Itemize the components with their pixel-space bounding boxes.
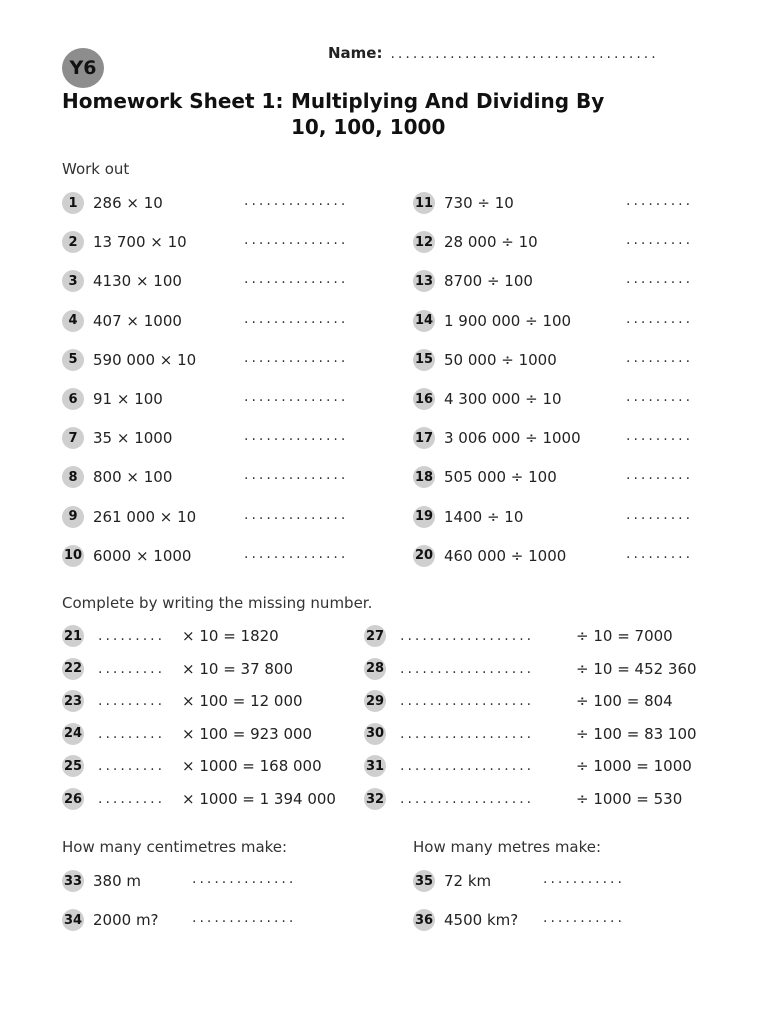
question-1 bbox=[62, 190, 163, 216]
answer-blank[interactable]: .............. bbox=[244, 467, 349, 484]
question-expression: ÷ 10 = 452 360 bbox=[576, 659, 697, 678]
section2-instruction: Complete by writing the missing number. bbox=[62, 594, 373, 612]
question-33 bbox=[62, 868, 141, 894]
question-number: 5 bbox=[62, 349, 84, 371]
question-31 bbox=[364, 753, 692, 779]
title-part3: 10, 100, 1000 bbox=[291, 115, 446, 139]
section3-left-instruction: How many centimetres make: bbox=[62, 838, 288, 856]
question-26 bbox=[62, 786, 336, 812]
question-number: 4 bbox=[62, 310, 84, 332]
question-number: 14 bbox=[413, 310, 435, 332]
question-expression: 1 900 000 ÷ 100 bbox=[444, 311, 572, 330]
question-number: 20 bbox=[413, 545, 435, 567]
question-number: 2 bbox=[62, 231, 84, 253]
page-title bbox=[62, 88, 605, 139]
question-number: 27 bbox=[364, 625, 386, 647]
question-expression: 407 × 1000 bbox=[93, 311, 182, 330]
question-expression: 35 × 1000 bbox=[93, 429, 173, 448]
answer-blank[interactable]: .............. bbox=[244, 545, 349, 562]
question-expression: 3 006 000 ÷ 1000 bbox=[444, 429, 581, 448]
question-number: 30 bbox=[364, 723, 386, 745]
question-expression: 91 × 100 bbox=[93, 390, 163, 408]
question-expression: 730 ÷ 10 bbox=[444, 194, 514, 212]
question-expression: 460 000 ÷ 1000 bbox=[444, 546, 567, 565]
question-27 bbox=[364, 623, 673, 649]
question-number: 34 bbox=[62, 909, 84, 931]
question-expression: ÷ 100 = 804 bbox=[576, 692, 673, 711]
question-number: 35 bbox=[413, 870, 435, 892]
question-number: 19 bbox=[413, 506, 435, 528]
question-14 bbox=[413, 308, 571, 334]
answer-blank[interactable]: .................. bbox=[400, 693, 535, 710]
question-expression: ÷ 10 = 7000 bbox=[576, 627, 673, 645]
question-number: 15 bbox=[413, 349, 435, 371]
question-6 bbox=[62, 386, 163, 412]
question-30 bbox=[364, 721, 697, 747]
answer-blank[interactable]: ......... bbox=[626, 428, 694, 445]
question-expression: 50 000 ÷ 1000 bbox=[444, 350, 557, 369]
answer-blank[interactable]: ......... bbox=[98, 628, 166, 644]
question-number: 16 bbox=[413, 388, 435, 410]
question-number: 6 bbox=[62, 388, 84, 410]
question-expression: × 1000 = 1 394 000 bbox=[182, 790, 336, 808]
answer-blank[interactable]: .............. bbox=[244, 193, 349, 209]
answer-blank[interactable]: ......... bbox=[626, 193, 694, 209]
question-2 bbox=[62, 229, 187, 255]
question-number: 12 bbox=[413, 231, 435, 253]
answer-blank[interactable]: ......... bbox=[98, 725, 166, 742]
question-expression: 1400 ÷ 10 bbox=[444, 507, 524, 526]
question-expression: 4 300 000 ÷ 10 bbox=[444, 390, 562, 408]
question-29 bbox=[364, 688, 673, 714]
answer-blank[interactable]: .................. bbox=[400, 758, 535, 775]
question-35 bbox=[413, 868, 491, 894]
answer-blank[interactable]: .............. bbox=[192, 871, 297, 887]
answer-blank[interactable]: ......... bbox=[626, 310, 694, 327]
answer-blank[interactable]: .............. bbox=[244, 349, 349, 366]
question-28 bbox=[364, 656, 697, 682]
question-number: 32 bbox=[364, 788, 386, 810]
question-15 bbox=[413, 347, 557, 373]
question-13 bbox=[413, 268, 533, 294]
question-number: 28 bbox=[364, 658, 386, 680]
answer-blank[interactable]: ......... bbox=[626, 349, 694, 366]
answer-blank[interactable]: .................. bbox=[400, 628, 535, 644]
name-field[interactable]: .................................... bbox=[390, 46, 659, 62]
answer-blank[interactable]: .............. bbox=[192, 910, 297, 926]
question-expression: 261 000 × 10 bbox=[93, 507, 197, 526]
answer-blank[interactable]: ......... bbox=[626, 232, 694, 249]
question-expression: 72 km bbox=[444, 872, 492, 890]
answer-blank[interactable]: .............. bbox=[244, 428, 349, 445]
answer-blank[interactable]: ......... bbox=[626, 467, 694, 484]
question-22 bbox=[62, 656, 293, 682]
answer-blank[interactable]: .............. bbox=[244, 271, 349, 288]
question-expression: ÷ 100 = 83 100 bbox=[576, 724, 697, 743]
name-label: Name: bbox=[328, 44, 383, 62]
answer-blank[interactable]: .............. bbox=[244, 310, 349, 327]
question-number: 23 bbox=[62, 690, 84, 712]
question-24 bbox=[62, 721, 312, 747]
question-expression: ÷ 1000 = 530 bbox=[576, 790, 683, 808]
answer-blank[interactable]: .............. bbox=[244, 506, 349, 523]
question-7 bbox=[62, 425, 172, 451]
question-expression: 4500 km? bbox=[444, 911, 519, 929]
question-number: 31 bbox=[364, 755, 386, 777]
answer-blank[interactable]: ......... bbox=[98, 660, 166, 677]
question-expression: × 10 = 1820 bbox=[182, 627, 279, 645]
year-badge: Y6 bbox=[62, 48, 104, 88]
question-number: 18 bbox=[413, 466, 435, 488]
question-12 bbox=[413, 229, 538, 255]
question-9 bbox=[62, 504, 196, 530]
title-part2: Multiplying And Dividing By bbox=[291, 89, 605, 113]
question-number: 11 bbox=[413, 192, 435, 214]
answer-blank[interactable]: ......... bbox=[626, 545, 694, 562]
question-number: 33 bbox=[62, 870, 84, 892]
question-number: 26 bbox=[62, 788, 84, 810]
question-expression: 286 × 10 bbox=[93, 194, 163, 212]
question-expression: 505 000 ÷ 100 bbox=[444, 468, 557, 487]
question-20 bbox=[413, 543, 566, 569]
question-10 bbox=[62, 543, 191, 569]
answer-blank[interactable]: .............. bbox=[244, 389, 349, 405]
question-number: 21 bbox=[62, 625, 84, 647]
question-expression: × 100 = 12 000 bbox=[182, 692, 303, 711]
question-11 bbox=[413, 190, 514, 216]
question-number: 3 bbox=[62, 270, 84, 292]
name-row bbox=[328, 44, 659, 62]
question-32 bbox=[364, 786, 682, 812]
answer-blank[interactable]: ........... bbox=[543, 910, 625, 926]
question-number: 24 bbox=[62, 723, 84, 745]
question-number: 29 bbox=[364, 690, 386, 712]
question-23 bbox=[62, 688, 303, 714]
question-25 bbox=[62, 753, 322, 779]
question-expression: 6000 × 1000 bbox=[93, 546, 192, 565]
question-number: 13 bbox=[413, 270, 435, 292]
section3-right-instruction: How many metres make: bbox=[413, 838, 602, 856]
question-expression: ÷ 1000 = 1000 bbox=[576, 757, 692, 776]
answer-blank[interactable]: .................. bbox=[400, 791, 535, 807]
question-19 bbox=[413, 504, 523, 530]
question-expression: × 1000 = 168 000 bbox=[182, 757, 322, 776]
question-number: 36 bbox=[413, 909, 435, 931]
question-4 bbox=[62, 308, 182, 334]
question-expression: 800 × 100 bbox=[93, 468, 173, 487]
question-expression: 380 m bbox=[93, 872, 142, 890]
question-16 bbox=[413, 386, 562, 412]
question-number: 7 bbox=[62, 427, 84, 449]
question-number: 22 bbox=[62, 658, 84, 680]
question-expression: × 10 = 37 800 bbox=[182, 659, 294, 678]
question-3 bbox=[62, 268, 182, 294]
answer-blank[interactable]: .................. bbox=[400, 660, 535, 677]
question-expression: 4130 × 100 bbox=[93, 272, 182, 291]
question-number: 1 bbox=[62, 192, 84, 214]
answer-blank[interactable]: ........... bbox=[543, 871, 625, 887]
question-number: 8 bbox=[62, 466, 84, 488]
question-expression: 28 000 ÷ 10 bbox=[444, 233, 538, 252]
question-18 bbox=[413, 464, 557, 490]
answer-blank[interactable]: ......... bbox=[626, 506, 694, 523]
answer-blank[interactable]: ......... bbox=[98, 693, 166, 710]
question-34 bbox=[62, 907, 159, 933]
question-expression: 2000 m? bbox=[93, 911, 159, 929]
question-number: 25 bbox=[62, 755, 84, 777]
question-expression: × 100 = 923 000 bbox=[182, 724, 313, 743]
question-number: 9 bbox=[62, 506, 84, 528]
question-expression: 590 000 × 10 bbox=[93, 350, 197, 369]
question-21 bbox=[62, 623, 279, 649]
question-5 bbox=[62, 347, 196, 373]
question-17 bbox=[413, 425, 581, 451]
question-number: 10 bbox=[62, 545, 84, 567]
answer-blank[interactable]: ......... bbox=[98, 791, 166, 807]
answer-blank[interactable]: ......... bbox=[626, 389, 694, 405]
section1-instruction: Work out bbox=[62, 160, 130, 178]
answer-blank[interactable]: .............. bbox=[244, 232, 349, 249]
question-expression: 8700 ÷ 100 bbox=[444, 272, 533, 291]
answer-blank[interactable]: .................. bbox=[400, 725, 535, 742]
answer-blank[interactable]: ......... bbox=[98, 758, 166, 775]
question-8 bbox=[62, 464, 172, 490]
question-number: 17 bbox=[413, 427, 435, 449]
answer-blank[interactable]: ......... bbox=[626, 271, 694, 288]
question-expression: 13 700 × 10 bbox=[93, 233, 187, 252]
title-part1: Homework Sheet 1: bbox=[62, 89, 284, 113]
question-36 bbox=[413, 907, 518, 933]
